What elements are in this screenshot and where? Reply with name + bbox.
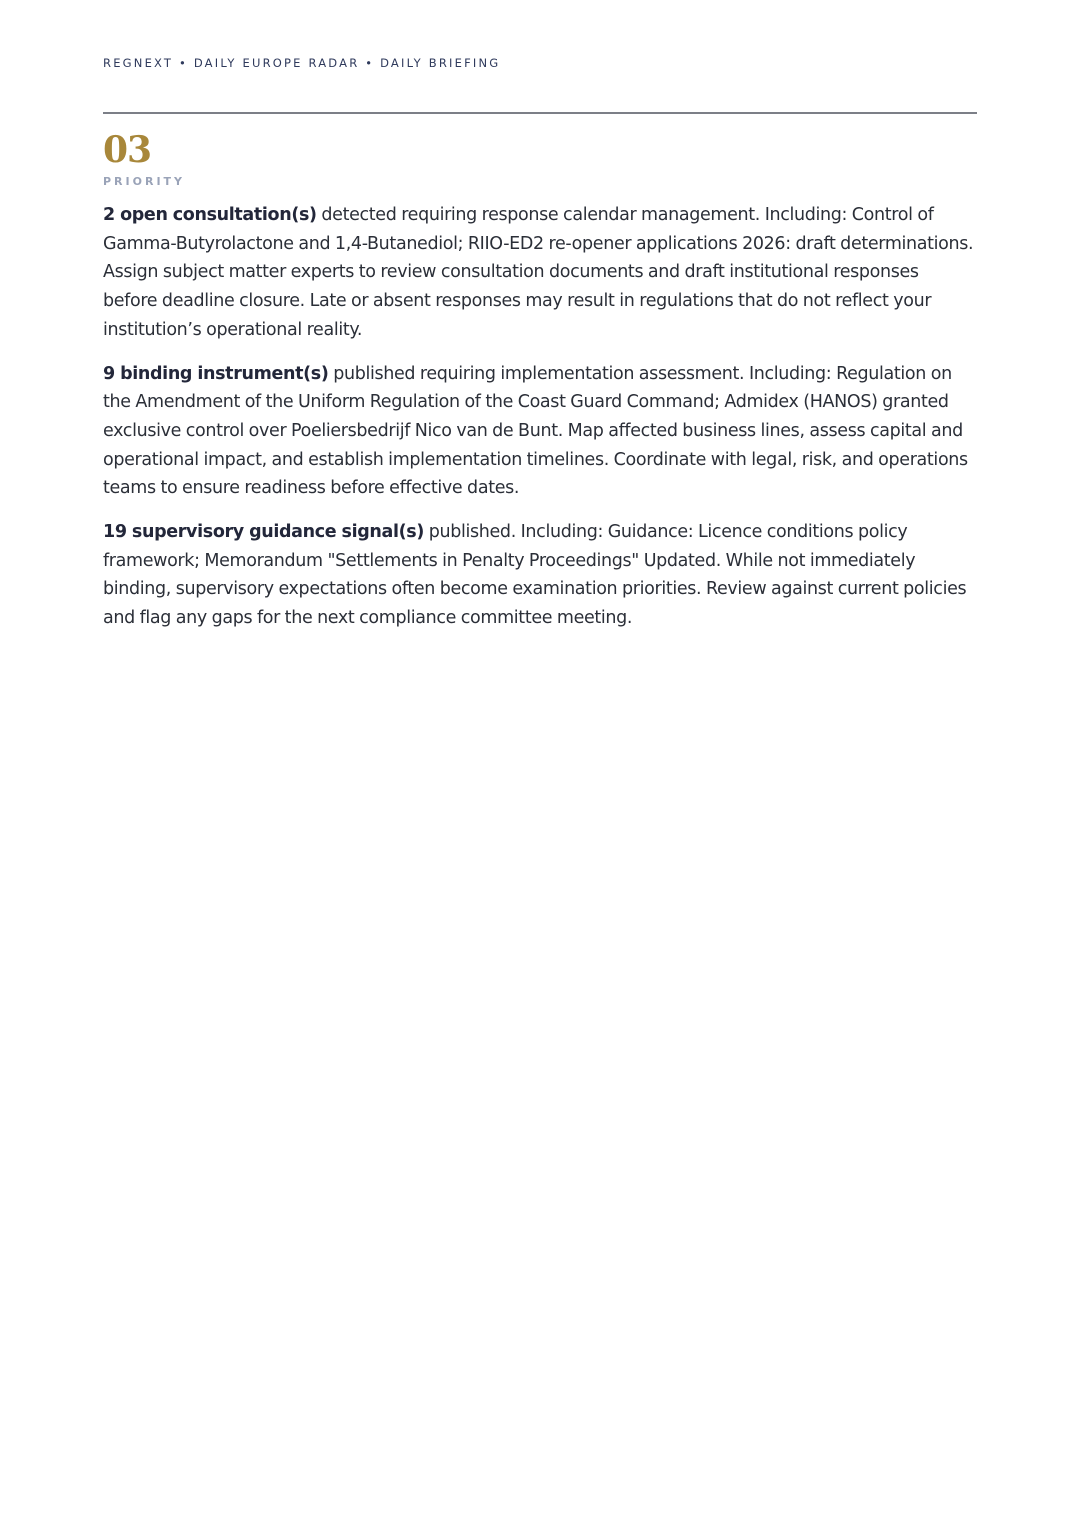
section-body bbox=[103, 201, 977, 648]
paragraph-text: published. Including: Guidance: Licence conditions policy framework; Memorandum "Settlements in Penalty Proceedings" Updated. While not immediately binding, supervisory expectations often become examination priorities. Review against current policies and flag any gaps for the next compliance committee meeting. bbox=[103, 522, 967, 629]
running-header: REGNEXT • DAILY EUROPE RADAR • DAILY BRIEFING bbox=[103, 56, 501, 70]
section-label: PRIORITY bbox=[103, 175, 186, 188]
paragraph-text: published requiring implementation assessment. Including: Regulation on the Amendment of the Uniform Regulation of the Coast Guard Command; Admidex (HANOS) granted exclusive control over Poeliersbedrijf Nico van de Bunt. Map affected business lines, assess capital and operational impact, and establish implementation timelines. Coordinate with legal, risk, and operations teams to ensure readiness before effective dates. bbox=[103, 363, 968, 499]
paragraph-text: detected requiring response calendar management. Including: Control of Gamma-Butyrolactone and 1,4-Butanediol; RIIO-ED2 re-opener applications 2026: draft determinations. Assign subject matter experts to review consultation documents and draft institutional responses before deadline closure. Late or absent responses may result in regulations that do not reflect your institution’s operational reality. bbox=[103, 205, 974, 340]
paragraph-lead: 9 binding instrument(s) bbox=[103, 363, 329, 384]
header-divider bbox=[103, 112, 977, 114]
paragraph-lead: 19 supervisory guidance signal(s) bbox=[103, 522, 425, 543]
section-number: 03 bbox=[103, 129, 152, 171]
paragraph-lead: 2 open consultation(s) bbox=[103, 205, 317, 225]
paragraph-binding-instruments bbox=[103, 360, 977, 504]
paragraph-consultations bbox=[103, 201, 977, 345]
paragraph-supervisory-guidance bbox=[103, 518, 977, 633]
